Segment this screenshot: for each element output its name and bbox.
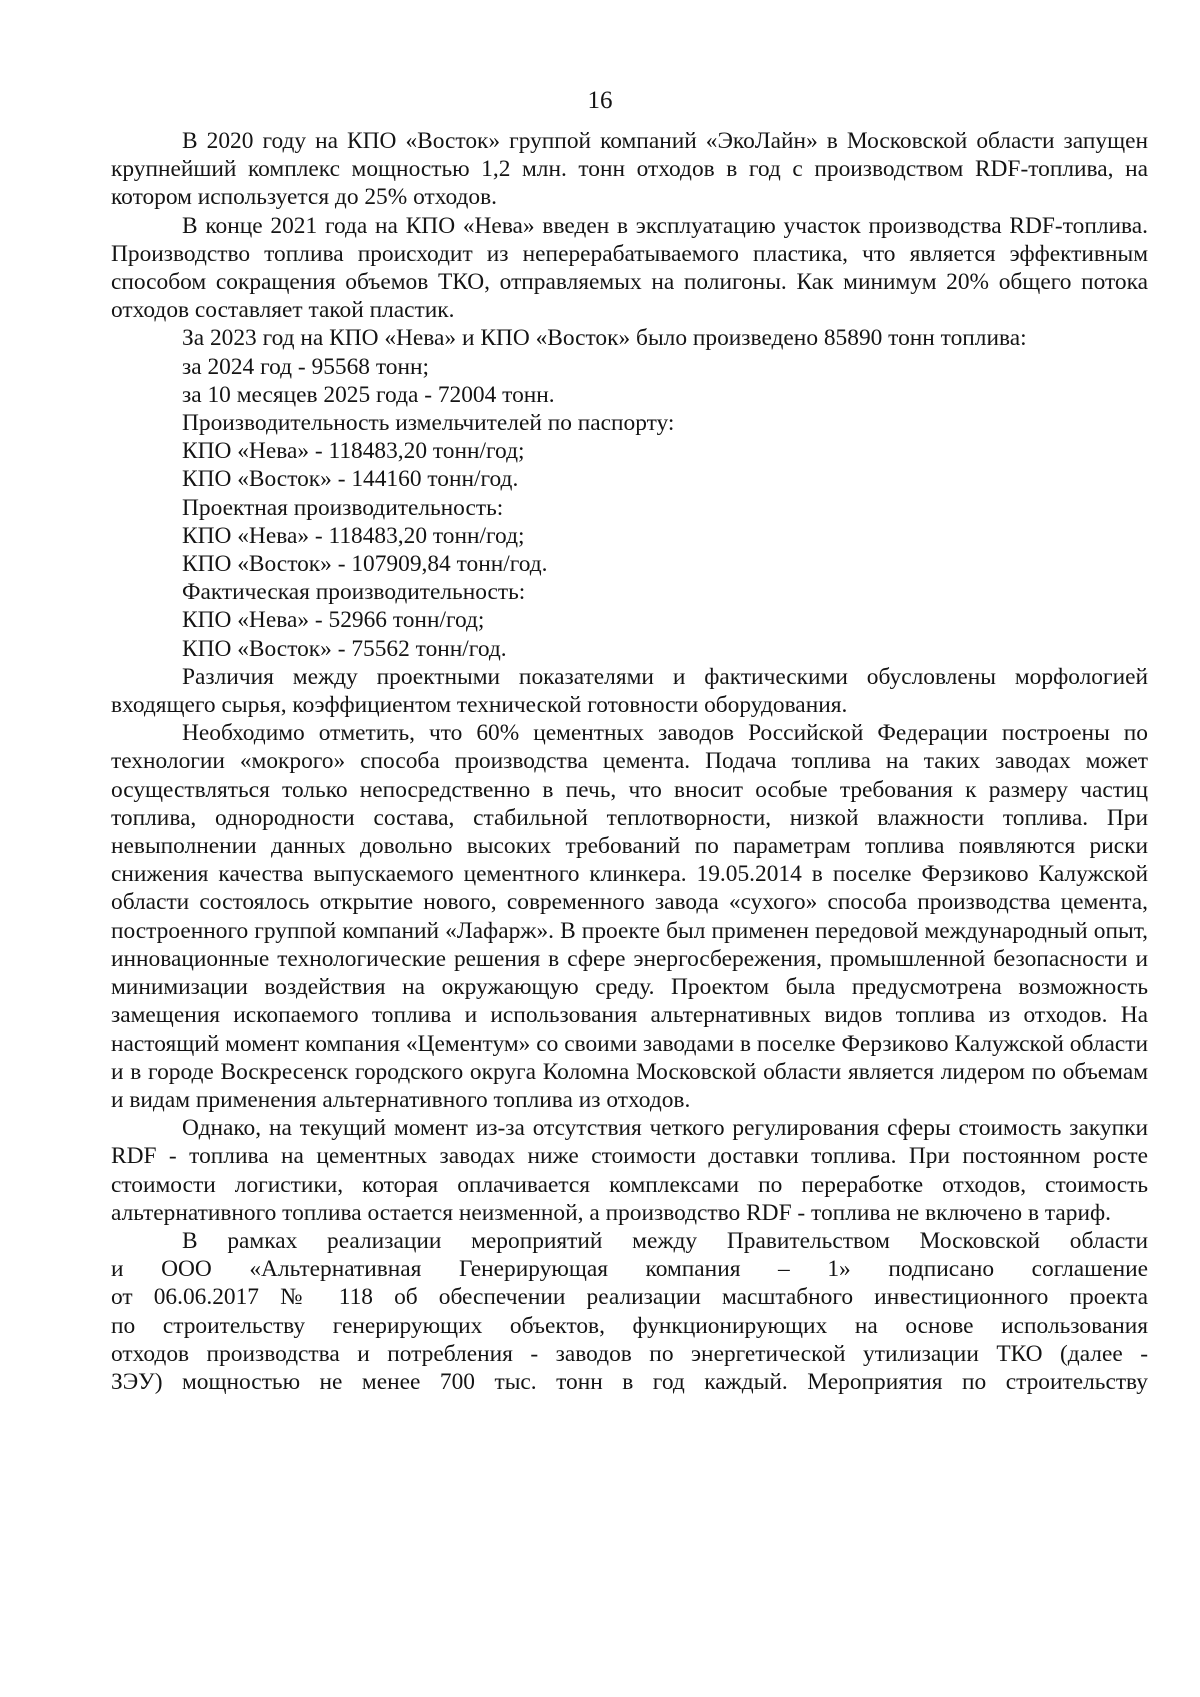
design-capacity-vostok: КПО «Восток» - 107909,84 тонн/год. <box>182 551 548 578</box>
agreement-line: В рамках реализации мероприятий между Правительством Московской области <box>182 1227 1148 1254</box>
paragraph-neva-2021: В конце 2021 года на КПО «Нева» введен в эксплуатацию участок производства RDF-топлива. Производство топлива происходит из неперерабатываемого пластика, что является эффективным способом сокращения объемов ТКО, отправляемых на полигоны. Как минимум 20% общего потока отходов составляет такой пластик. <box>111 212 1148 324</box>
production-2025: за 10 месяцев 2025 года - 72004 тонн. <box>182 381 555 408</box>
paragraph-cement-plants: Необходимо отметить, что 60% цементных заводов Российской Федерации построены по технологии «мокрого» способа производства цемента. Подача топлива на таких заводах может осуществляться только непосредственно в печь, что вносит особые требования к размеру частиц топлива, однородности состава, стабильной теплотворности, низкой влажности топлива. При невыполнении данных довольно высоких требований по параметрам топлива появляются риски снижения качества выпускаемого цементного клинкера. 19.05.2014 в поселке Ферзиково Калужской области состоялось открытие нового, современного завода «сухого» способа производства цемента, построенного группой компаний «Лафарж». В проекте был применен передовой международный опыт, инновационные технологические решения в сфере энергосбережения, промышленной безопасности и минимизации воздействия на окружающую среду. Проектом была предусмотрена возможность замещения ископаемого топлива и использования альтернативных видов топлива из отходов. На настоящий момент компания «Цементум» со своими заводами в поселке Ферзиково Калужской области и в городе Воскресенск городского округа Коломна Московской области является лидером по объемам и видам применения альтернативного топлива из отходов. <box>111 720 1148 1113</box>
paragraph-agreement <box>111 1227 1148 1396</box>
paragraph-differences: Различия между проектными показателями и фактическими обусловлены морфологией входящего сырья, коэффициентом технической готовности оборудования. <box>111 663 1148 719</box>
agreement-line: по строительству генерирующих объектов, функционирующих на основе использования <box>111 1312 1148 1339</box>
actual-capacity-neva: КПО «Нева» - 52966 тонн/год; <box>182 607 485 634</box>
shredder-capacity-neva: КПО «Нева» - 118483,20 тонн/год; <box>182 438 525 465</box>
agreement-line: от 06.06.2017 № 118 об обеспечении реализации масштабного инвестиционного проекта <box>111 1284 1148 1311</box>
page-number: 16 <box>587 87 613 114</box>
shredder-capacity-vostok: КПО «Восток» - 144160 тонн/год. <box>182 466 519 493</box>
document-body <box>111 127 1148 1396</box>
agreement-line: и ООО «Альтернативная Генерирующая компания – 1» подписано соглашение <box>111 1256 1148 1283</box>
design-capacity-heading: Проектная производительность: <box>182 494 504 521</box>
agreement-line: отходов производства и потребления - заводов по энергетической утилизации ТКО (далее - <box>111 1340 1148 1367</box>
production-2023: За 2023 год на КПО «Нева» и КПО «Восток» было произведено 85890 тонн топлива: <box>182 325 1027 352</box>
actual-capacity-vostok: КПО «Восток» - 75562 тонн/год. <box>182 635 507 662</box>
shredder-capacity-heading: Производительность измельчителей по паспорту: <box>182 410 675 437</box>
agreement-line: ЗЭУ) мощностью не менее 700 тыс. тонн в год каждый. Мероприятия по строительству <box>111 1368 1148 1395</box>
design-capacity-neva: КПО «Нева» - 118483,20 тонн/год; <box>182 522 525 549</box>
paragraph-vostok-2020: В 2020 году на КПО «Восток» группой компаний «ЭкоЛайн» в Московской области запущен крупнейший комплекс мощностью 1,2 млн. тонн отходов в год с производством RDF-топлива, на котором используется до 25% отходов. <box>111 128 1148 211</box>
production-2024: за 2024 год - 95568 тонн; <box>182 353 429 380</box>
actual-capacity-heading: Фактическая производительность: <box>182 579 526 606</box>
paragraph-rdf-cost: Однако, на текущий момент из-за отсутствия четкого регулирования сферы стоимость закупки RDF - топлива на цементных заводах ниже стоимости доставки топлива. При постоянном росте стоимости логистики, которая оплачивается комплексами по переработке отходов, стоимость альтернативного топлива остается неизменной, а производство RDF - топлива не включено в тариф. <box>111 1115 1148 1226</box>
